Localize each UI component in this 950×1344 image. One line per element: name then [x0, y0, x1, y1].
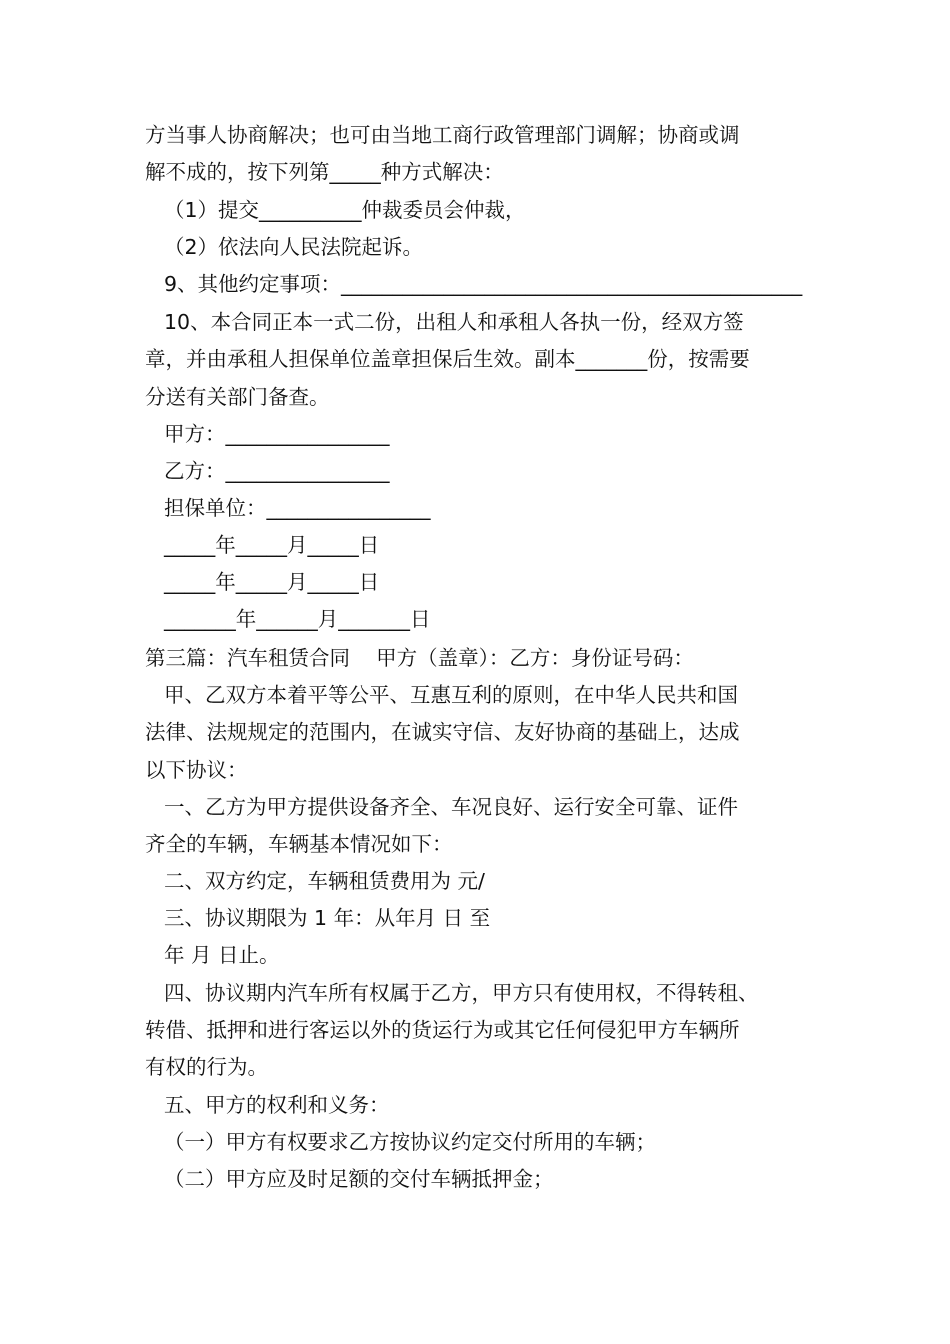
text-line: 一、乙方为甲方提供设备齐全、车况良好、运行安全可靠、证件	[164, 795, 738, 819]
text-line: _______年______月_______日	[164, 607, 431, 631]
text-line: 以下协议：	[145, 758, 248, 782]
text-line: 二、双方约定，车辆租赁费用为 元/	[164, 869, 485, 893]
text-line: （2）依法向人民法院起诉。	[164, 235, 424, 259]
text-line: 法律、法规规定的范围内，在诚实守信、友好协商的基础上，达成	[145, 720, 740, 744]
text-line: 转借、抵押和进行客运以外的货运行为或其它任何侵犯甲方车辆所	[145, 1018, 740, 1042]
text-line: _____年_____月_____日	[164, 570, 380, 594]
text-line: 齐全的车辆，车辆基本情况如下：	[145, 832, 453, 856]
text-line: 年 月 日止。	[164, 943, 280, 967]
text-line: （1）提交__________仲裁委员会仲裁，	[164, 198, 526, 222]
text-line: 9、其他约定事项：_____________________________________________	[164, 272, 803, 296]
text-line: _____年_____月_____日	[164, 533, 380, 557]
text-line: 章，并由承租人担保单位盖章担保后生效。副本_______份，按需要	[145, 347, 750, 371]
text-line: 第三篇：汽车租赁合同 甲方（盖章）：乙方：身份证号码：	[145, 646, 694, 670]
text-line: （一）甲方有权要求乙方按协议约定交付所用的车辆；	[164, 1130, 656, 1154]
text-line: 有权的行为。	[145, 1055, 268, 1079]
text-line: 四、协议期内汽车所有权属于乙方，甲方只有使用权，不得转租、	[164, 981, 759, 1005]
text-line: 乙方：________________	[164, 459, 390, 483]
text-line: 分送有关部门备查。	[145, 385, 330, 409]
text-line: 三、协议期限为 1 年：从年月 日 至	[164, 906, 491, 930]
text-line: 10、本合同正本一式二份，出租人和承租人各执一份，经双方签	[164, 310, 744, 334]
text-line: 甲方：________________	[164, 422, 390, 446]
text-line: 担保单位：________________	[164, 496, 431, 520]
text-line: 五、甲方的权利和义务：	[164, 1093, 390, 1117]
text-line: 解不成的，按下列第_____种方式解决：	[145, 160, 504, 184]
text-line: 甲、乙双方本着平等公平、互惠互利的原则，在中华人民共和国	[164, 683, 738, 707]
text-line: （二）甲方应及时足额的交付车辆抵押金；	[164, 1167, 554, 1191]
text-line: 方当事人协商解决；也可由当地工商行政管理部门调解；协商或调	[145, 123, 740, 147]
